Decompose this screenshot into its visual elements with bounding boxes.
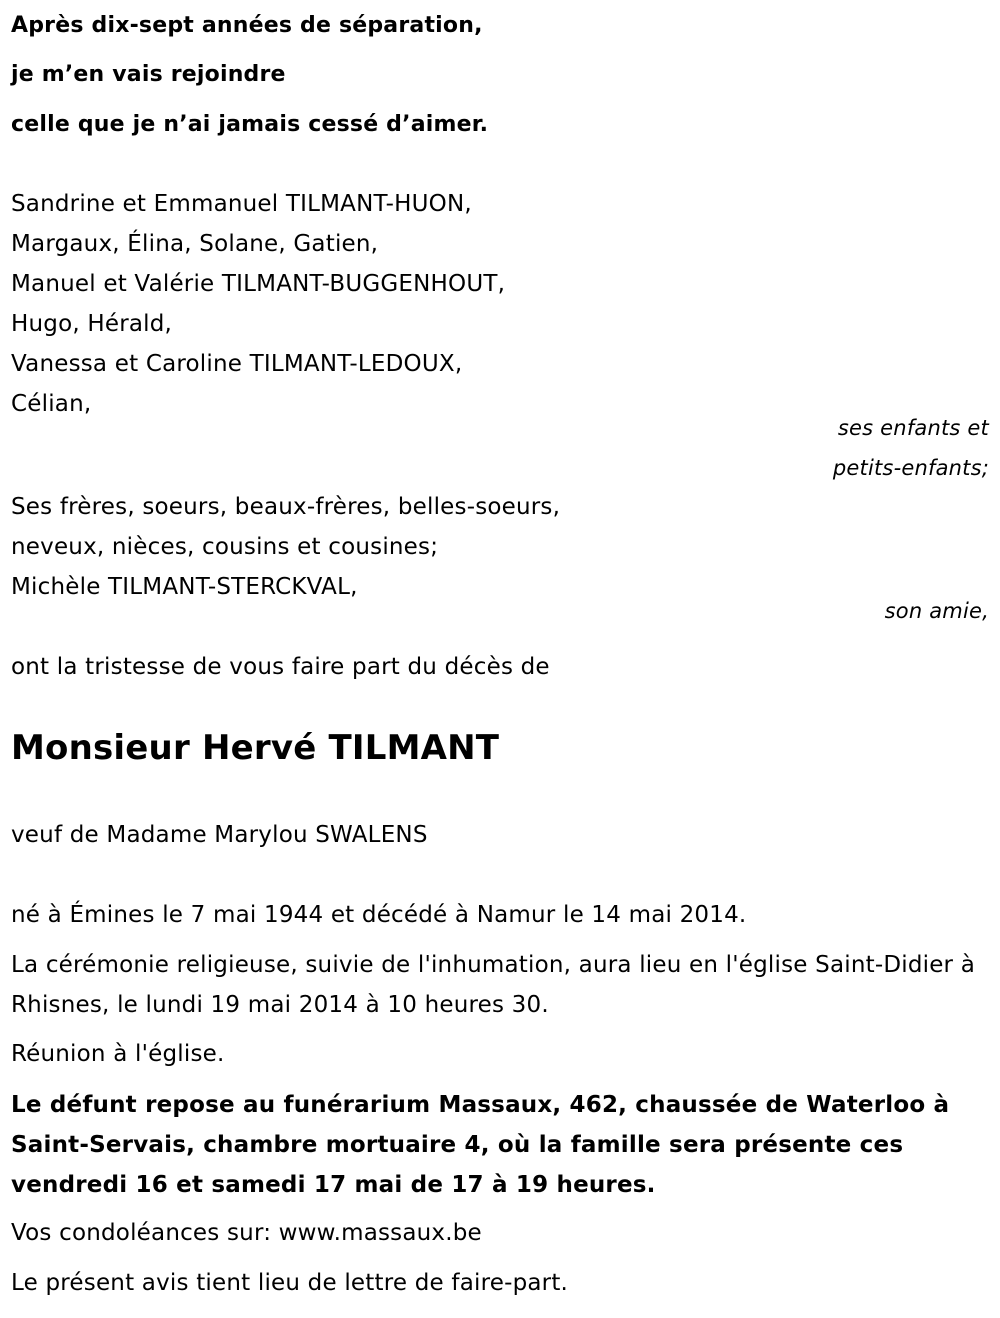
epitaph-line-1: Après dix-sept années de séparation,: [11, 13, 483, 38]
family-line: Sandrine et Emmanuel TILMANT-HUON,: [11, 191, 472, 217]
notice-text: Le présent avis tient lieu de lettre de faire-part.: [11, 1270, 569, 1296]
deceased-name: Monsieur Hervé TILMANT: [11, 728, 500, 768]
family-line: Hugo, Hérald,: [11, 311, 173, 337]
epitaph-line-2: je m’en vais rejoindre: [11, 62, 286, 87]
sibling-line: Ses frères, soeurs, beaux-frères, belles-soeurs,: [11, 494, 561, 520]
family-line: Manuel et Valérie TILMANT-BUGGENHOUT,: [11, 271, 506, 297]
family-line: Vanessa et Caroline TILMANT-LEDOUX,: [11, 351, 463, 377]
family-line: Margaux, Élina, Solane, Gatien,: [11, 231, 379, 257]
family-line: Célian,: [11, 391, 92, 417]
condolences-text: Vos condoléances sur: www.massaux.be: [11, 1220, 482, 1246]
birth-death-line: né à Émines le 7 mai 1944 et décédé à Namur le 14 mai 2014.: [11, 902, 747, 928]
children-role: ses enfants et: [837, 416, 989, 440]
friend-role: son amie,: [884, 599, 989, 623]
ceremony-text: La cérémonie religieuse, suivie de l'inhumation, aura lieu en l'église Saint-Didier à Rhisnes, le lundi 19 mai 2014 à 10 heures 30.: [11, 952, 976, 1018]
reunion-text: Réunion à l'église.: [11, 1041, 225, 1067]
announcement: ont la tristesse de vous faire part du décès de: [11, 654, 550, 680]
widower-line: veuf de Madame Marylou SWALENS: [11, 822, 428, 848]
sibling-line: neveux, nièces, cousins et cousines;: [11, 534, 439, 560]
sibling-line: Michèle TILMANT-STERCKVAL,: [11, 574, 358, 600]
funerarium-text: Le défunt repose au funérarium Massaux, 462, chaussée de Waterloo à Saint-Servais, chambre mortuaire 4, où la famille sera présente ces vendredi 16 et samedi 17 mai de 17 à 19 heures.: [11, 1092, 950, 1198]
children-role: petits-enfants;: [832, 456, 989, 480]
epitaph-line-3: celle que je n’ai jamais cessé d’aimer.: [11, 112, 489, 137]
